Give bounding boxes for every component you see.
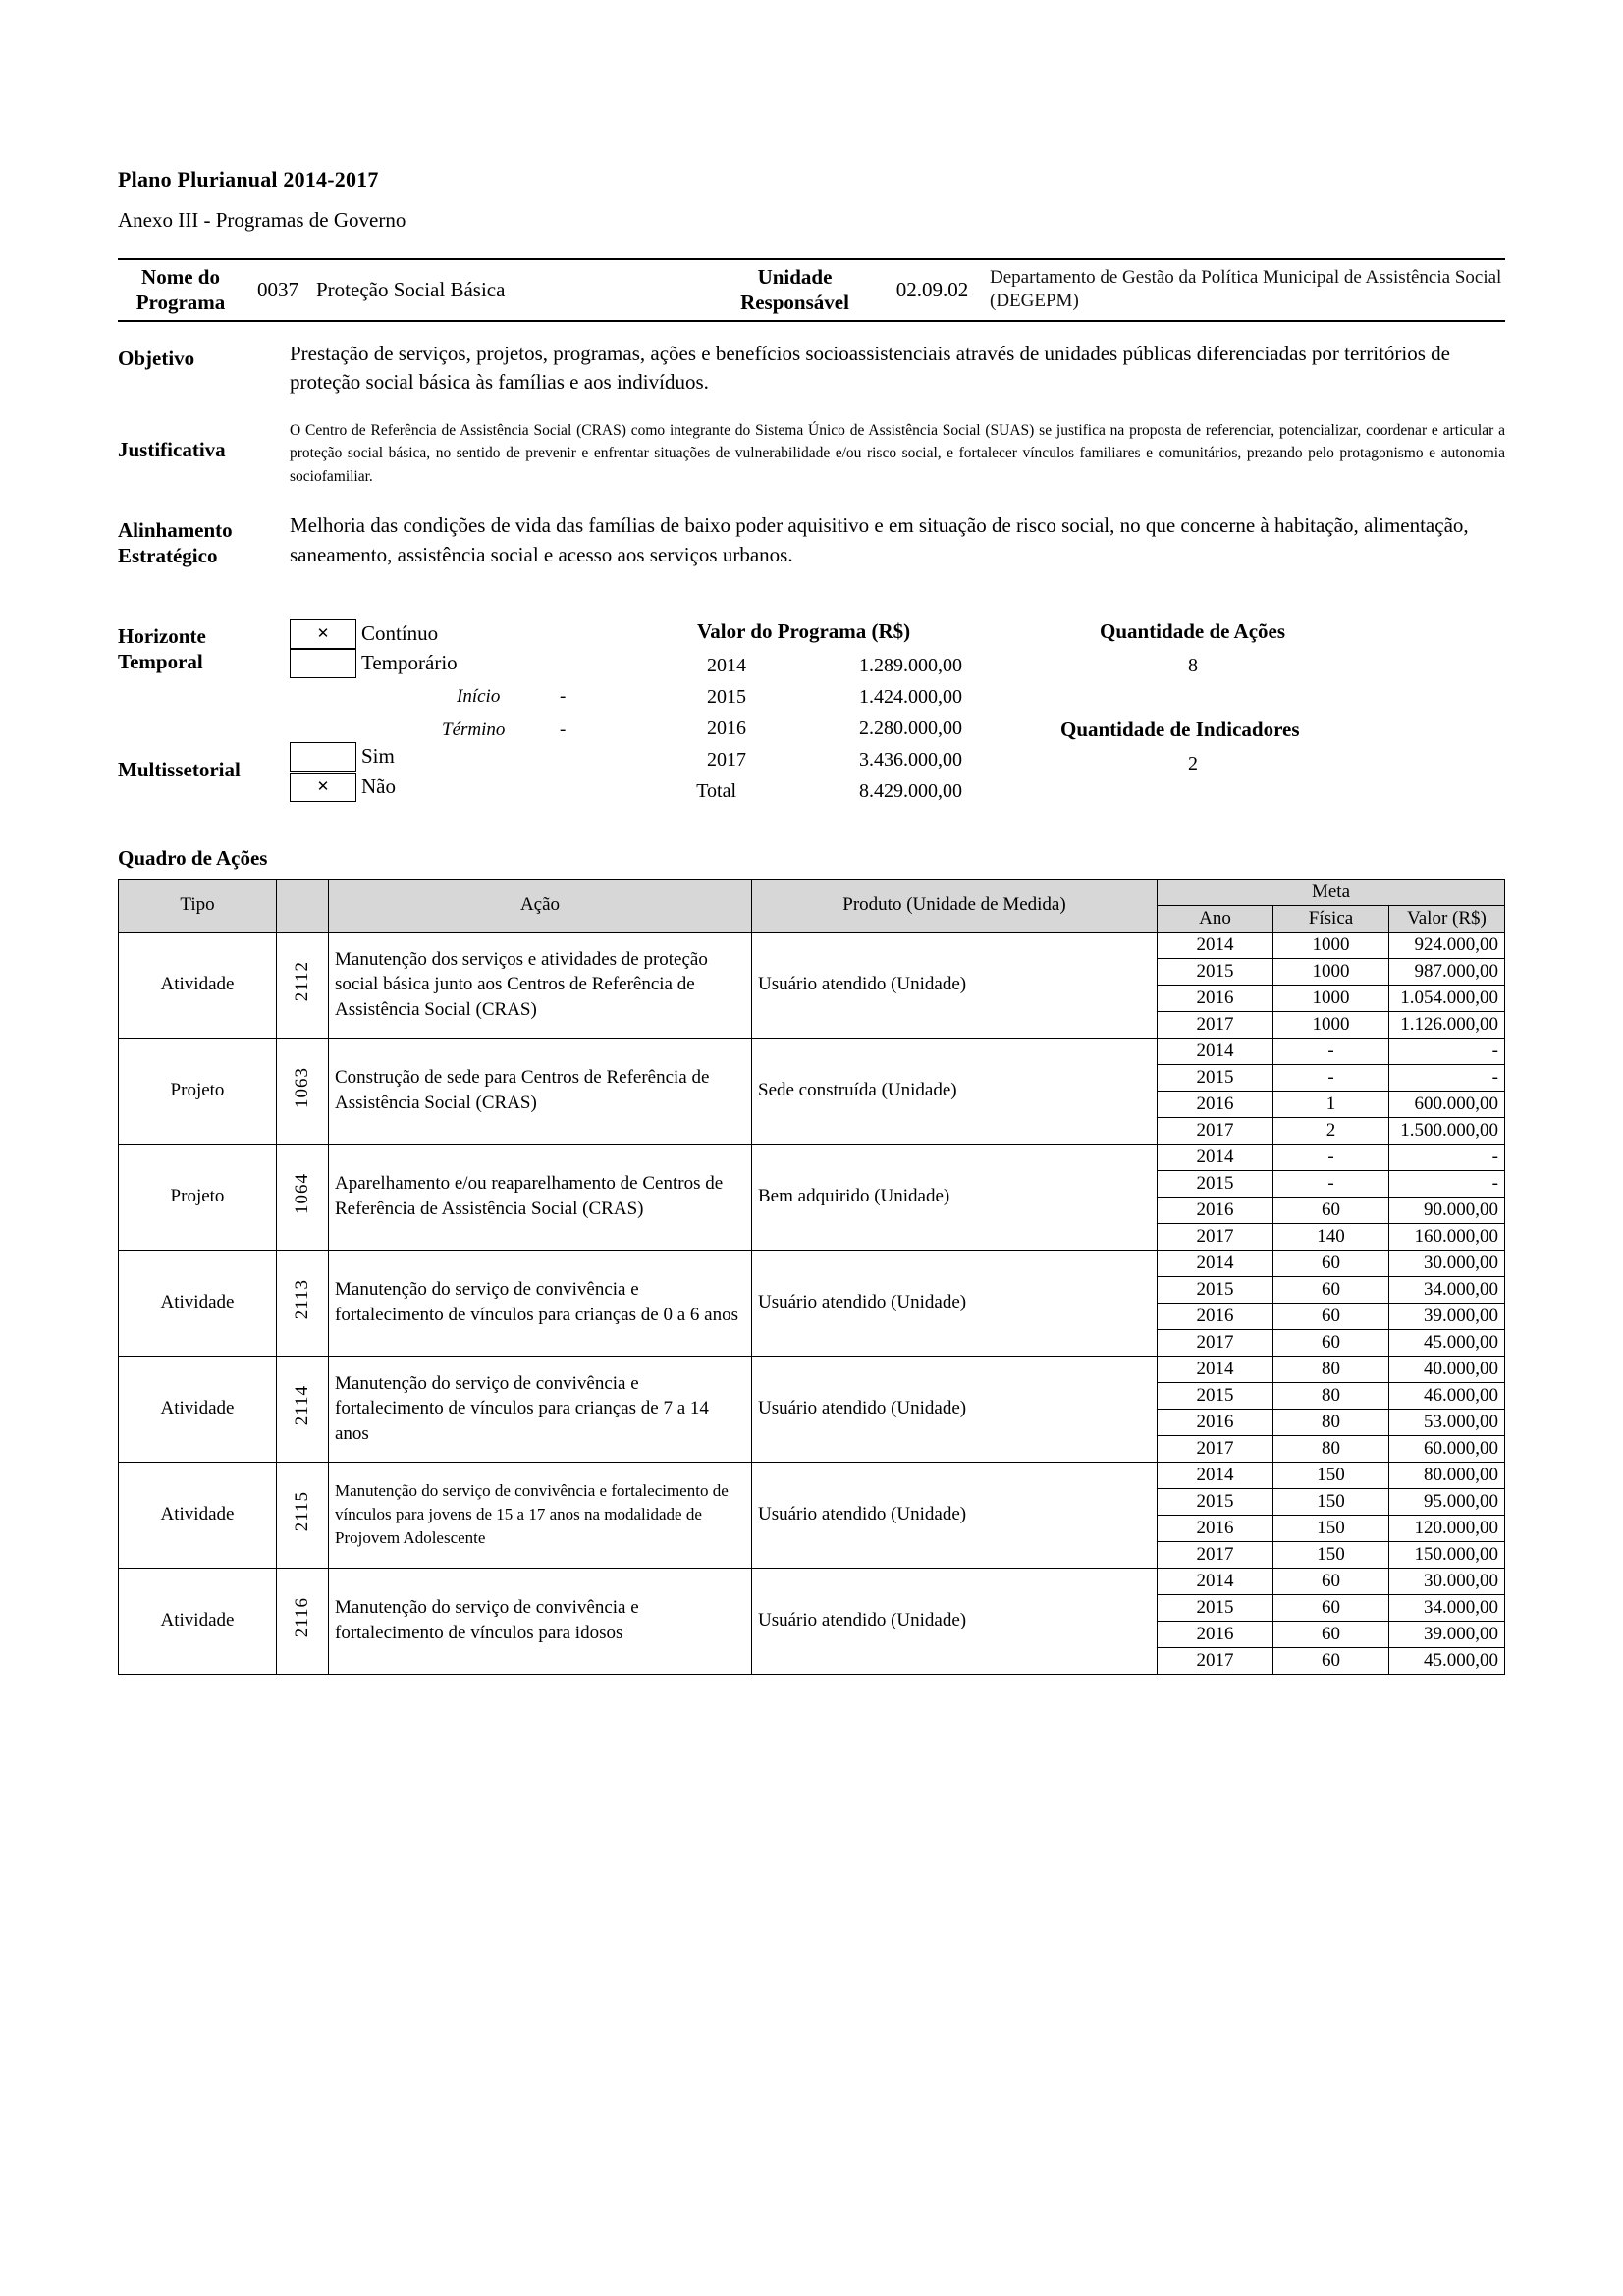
cell-produto: Usuário atendido (Unidade) bbox=[752, 1568, 1158, 1674]
cell-fisica: 1000 bbox=[1273, 932, 1389, 958]
quantidade-acoes-value: 8 bbox=[1188, 654, 1198, 676]
table-row bbox=[119, 1038, 1505, 1064]
justificativa-text: O Centro de Referência de Assistência Social (CRAS) como integrante do Sistema Único de Assistência Social (SUAS) se justifica na proposta de referenciar, potencializar, coordenar e articular a proteção social básica, no sentido de prevenir e enfrentar situações de vulnerabilidade e/ou risco social, e fortalecer vínculos familiares e comunitários, prezando pelo protagonismo e autonomia sociofamiliar. bbox=[290, 422, 1505, 485]
inicio-label: Início bbox=[457, 685, 501, 707]
termino-label: Término bbox=[442, 719, 506, 740]
cell-fisica: 60 bbox=[1273, 1329, 1389, 1356]
cell-tipo: Projeto bbox=[119, 1144, 277, 1250]
program-name: Proteção Social Básica bbox=[316, 259, 709, 321]
cell-codigo: 2113 bbox=[277, 1250, 329, 1356]
cell-ano: 2015 bbox=[1158, 1488, 1273, 1515]
cell-acao: Manutenção do serviço de convivência e fortalecimento de vínculos para crianças de 7 a 14 anos bbox=[329, 1356, 752, 1462]
cell-valor: 150.000,00 bbox=[1389, 1541, 1505, 1568]
objetivo-label: Objetivo bbox=[118, 346, 195, 370]
cell-fisica: - bbox=[1273, 1064, 1389, 1091]
cell-codigo: 2114 bbox=[277, 1356, 329, 1462]
temporario-label: Temporário bbox=[361, 650, 458, 674]
horizonte-valores-block bbox=[118, 600, 1505, 811]
cell-valor: - bbox=[1389, 1170, 1505, 1197]
cell-fisica: - bbox=[1273, 1144, 1389, 1170]
cell-valor: 600.000,00 bbox=[1389, 1091, 1505, 1117]
quadro-acoes-heading: Quadro de Ações bbox=[118, 845, 268, 870]
page-title: Plano Plurianual 2014-2017 bbox=[118, 167, 379, 191]
program-code: 0037 bbox=[243, 259, 316, 321]
valor-amount: 3.436.000,00 bbox=[859, 748, 962, 771]
cell-ano: 2017 bbox=[1158, 1647, 1273, 1674]
cell-fisica: 2 bbox=[1273, 1117, 1389, 1144]
cell-ano: 2016 bbox=[1158, 1409, 1273, 1435]
cell-valor: 30.000,00 bbox=[1389, 1250, 1505, 1276]
cell-valor: 34.000,00 bbox=[1389, 1276, 1505, 1303]
section-justificativa bbox=[118, 419, 1505, 488]
col-acao: Ação bbox=[329, 879, 752, 932]
table-row bbox=[119, 1356, 1505, 1382]
program-name-label: Nome do Programa bbox=[118, 259, 243, 321]
cell-valor: 45.000,00 bbox=[1389, 1329, 1505, 1356]
cell-tipo: Atividade bbox=[119, 1356, 277, 1462]
cell-fisica: 140 bbox=[1273, 1223, 1389, 1250]
cell-ano: 2015 bbox=[1158, 1382, 1273, 1409]
col-ano: Ano bbox=[1158, 905, 1273, 932]
table-row bbox=[119, 1462, 1505, 1488]
termino-value: - bbox=[560, 719, 567, 740]
cell-fisica: 150 bbox=[1273, 1462, 1389, 1488]
valor-amount: 1.424.000,00 bbox=[859, 685, 962, 708]
nao-label: Não bbox=[361, 774, 396, 798]
cell-tipo: Atividade bbox=[119, 1568, 277, 1674]
cell-valor: - bbox=[1389, 1038, 1505, 1064]
cell-ano: 2015 bbox=[1158, 1594, 1273, 1621]
cell-produto: Sede construída (Unidade) bbox=[752, 1038, 1158, 1144]
cell-valor: - bbox=[1389, 1144, 1505, 1170]
col-tipo: Tipo bbox=[119, 879, 277, 932]
table-row bbox=[119, 1144, 1505, 1170]
cell-codigo: 2112 bbox=[277, 932, 329, 1038]
cell-ano: 2014 bbox=[1158, 1568, 1273, 1594]
cell-fisica: 60 bbox=[1273, 1647, 1389, 1674]
cell-fisica: 1000 bbox=[1273, 958, 1389, 985]
cell-fisica: 1000 bbox=[1273, 985, 1389, 1011]
cell-fisica: 1000 bbox=[1273, 1011, 1389, 1038]
cell-fisica: 60 bbox=[1273, 1197, 1389, 1223]
cell-ano: 2015 bbox=[1158, 1276, 1273, 1303]
cell-fisica: 60 bbox=[1273, 1276, 1389, 1303]
section-alinhamento bbox=[118, 511, 1505, 570]
cell-fisica: 60 bbox=[1273, 1594, 1389, 1621]
program-header-table bbox=[118, 258, 1505, 322]
unit-name: Departamento de Gestão da Política Municipal de Assistência Social (DEGEPM) bbox=[984, 259, 1505, 321]
cell-valor: 40.000,00 bbox=[1389, 1356, 1505, 1382]
cell-valor: 1.054.000,00 bbox=[1389, 985, 1505, 1011]
col-codigo bbox=[277, 879, 329, 932]
objetivo-text: Prestação de serviços, projetos, programas, ações e benefícios socioassistenciais através de unidades públicas diferenciadas por territórios de proteção social básica às famílias e aos indivíduos. bbox=[290, 341, 1450, 395]
cell-valor: 30.000,00 bbox=[1389, 1568, 1505, 1594]
cell-ano: 2016 bbox=[1158, 1621, 1273, 1647]
table-row bbox=[119, 1250, 1505, 1276]
checkbox-nao[interactable]: ✕ bbox=[290, 773, 356, 802]
multissetorial-label: Multissetorial bbox=[118, 757, 241, 781]
cell-valor: 53.000,00 bbox=[1389, 1409, 1505, 1435]
quantidade-indicadores-title: Quantidade de Indicadores bbox=[1060, 717, 1300, 741]
cell-fisica: - bbox=[1273, 1038, 1389, 1064]
valor-ano: 2017 bbox=[707, 748, 746, 771]
alinhamento-text: Melhoria das condições de vida das famílias de baixo poder aquisitivo e em situação de risco social, no que concerne à habitação, alimentação, saneamento, assistência social e acesso aos serviços urbanos. bbox=[290, 512, 1469, 566]
cell-valor: - bbox=[1389, 1064, 1505, 1091]
cell-fisica: 80 bbox=[1273, 1435, 1389, 1462]
valor-ano-total: Total bbox=[696, 779, 736, 802]
cell-fisica: 60 bbox=[1273, 1303, 1389, 1329]
table-header-row-1 bbox=[119, 879, 1505, 905]
cell-ano: 2015 bbox=[1158, 1064, 1273, 1091]
cell-tipo: Atividade bbox=[119, 1462, 277, 1568]
cell-fisica: 80 bbox=[1273, 1382, 1389, 1409]
cell-valor: 39.000,00 bbox=[1389, 1621, 1505, 1647]
cell-acao: Construção de sede para Centros de Referência de Assistência Social (CRAS) bbox=[329, 1038, 752, 1144]
valor-amount: 2.280.000,00 bbox=[859, 717, 962, 739]
cell-valor: 987.000,00 bbox=[1389, 958, 1505, 985]
cell-valor: 80.000,00 bbox=[1389, 1462, 1505, 1488]
justificativa-label: Justificativa bbox=[118, 438, 226, 462]
cell-produto: Usuário atendido (Unidade) bbox=[752, 932, 1158, 1038]
cell-valor: 39.000,00 bbox=[1389, 1303, 1505, 1329]
cell-valor: 45.000,00 bbox=[1389, 1647, 1505, 1674]
table-row bbox=[119, 1568, 1505, 1594]
cell-ano: 2017 bbox=[1158, 1011, 1273, 1038]
cell-acao: Manutenção do serviço de convivência e fortalecimento de vínculos para idosos bbox=[329, 1568, 752, 1674]
valor-programa-title: Valor do Programa (R$) bbox=[697, 618, 911, 643]
sim-label: Sim bbox=[361, 743, 395, 768]
cell-codigo: 2116 bbox=[277, 1568, 329, 1674]
cell-ano: 2016 bbox=[1158, 985, 1273, 1011]
cell-valor: 1.126.000,00 bbox=[1389, 1011, 1505, 1038]
cell-tipo: Projeto bbox=[119, 1038, 277, 1144]
cell-ano: 2016 bbox=[1158, 1197, 1273, 1223]
valor-amount: 1.289.000,00 bbox=[859, 654, 962, 676]
cell-produto: Bem adquirido (Unidade) bbox=[752, 1144, 1158, 1250]
cell-valor: 60.000,00 bbox=[1389, 1435, 1505, 1462]
cell-acao: Manutenção do serviço de convivência e fortalecimento de vínculos para jovens de 15 a 17 anos na modalidade de Projovem Adolescente bbox=[329, 1462, 752, 1568]
valor-ano: 2015 bbox=[707, 685, 746, 708]
col-valor: Valor (R$) bbox=[1389, 905, 1505, 932]
cell-ano: 2016 bbox=[1158, 1515, 1273, 1541]
cell-codigo: 1063 bbox=[277, 1038, 329, 1144]
checkbox-temporario[interactable] bbox=[290, 649, 356, 678]
cell-codigo: 2115 bbox=[277, 1462, 329, 1568]
valor-ano: 2014 bbox=[707, 654, 746, 676]
cell-valor: 160.000,00 bbox=[1389, 1223, 1505, 1250]
cell-fisica: 60 bbox=[1273, 1621, 1389, 1647]
cell-ano: 2014 bbox=[1158, 932, 1273, 958]
cell-ano: 2016 bbox=[1158, 1303, 1273, 1329]
unit-code: 02.09.02 bbox=[881, 259, 984, 321]
table-row bbox=[119, 932, 1505, 958]
col-fisica: Física bbox=[1273, 905, 1389, 932]
col-meta: Meta bbox=[1158, 879, 1505, 905]
page-subtitle: Anexo III - Programas de Governo bbox=[118, 208, 406, 232]
cell-produto: Usuário atendido (Unidade) bbox=[752, 1462, 1158, 1568]
cell-valor: 90.000,00 bbox=[1389, 1197, 1505, 1223]
cell-fisica: 60 bbox=[1273, 1568, 1389, 1594]
cell-ano: 2017 bbox=[1158, 1329, 1273, 1356]
cell-ano: 2017 bbox=[1158, 1541, 1273, 1568]
cell-fisica: 150 bbox=[1273, 1488, 1389, 1515]
quantidade-indicadores-value: 2 bbox=[1188, 752, 1198, 774]
cell-produto: Usuário atendido (Unidade) bbox=[752, 1356, 1158, 1462]
cell-ano: 2014 bbox=[1158, 1250, 1273, 1276]
cell-ano: 2014 bbox=[1158, 1144, 1273, 1170]
cell-fisica: 80 bbox=[1273, 1356, 1389, 1382]
cell-acao: Aparelhamento e/ou reaparelhamento de Centros de Referência de Assistência Social (CRAS) bbox=[329, 1144, 752, 1250]
cell-fisica: - bbox=[1273, 1170, 1389, 1197]
unit-label: Unidade Responsável bbox=[709, 259, 881, 321]
cell-tipo: Atividade bbox=[119, 932, 277, 1038]
cell-valor: 46.000,00 bbox=[1389, 1382, 1505, 1409]
cell-valor: 120.000,00 bbox=[1389, 1515, 1505, 1541]
checkbox-continuo[interactable]: ✕ bbox=[290, 619, 356, 649]
continuo-label: Contínuo bbox=[361, 620, 439, 645]
cell-ano: 2015 bbox=[1158, 1170, 1273, 1197]
cell-ano: 2014 bbox=[1158, 1462, 1273, 1488]
valor-amount-total: 8.429.000,00 bbox=[859, 779, 962, 802]
cell-ano: 2015 bbox=[1158, 958, 1273, 985]
cell-valor: 34.000,00 bbox=[1389, 1594, 1505, 1621]
cell-tipo: Atividade bbox=[119, 1250, 277, 1356]
acoes-table bbox=[118, 879, 1505, 1675]
cell-fisica: 150 bbox=[1273, 1515, 1389, 1541]
cell-fisica: 150 bbox=[1273, 1541, 1389, 1568]
cell-ano: 2014 bbox=[1158, 1038, 1273, 1064]
cell-produto: Usuário atendido (Unidade) bbox=[752, 1250, 1158, 1356]
quantidade-acoes-title: Quantidade de Ações bbox=[1100, 618, 1286, 643]
cell-fisica: 80 bbox=[1273, 1409, 1389, 1435]
checkbox-sim[interactable] bbox=[290, 742, 356, 772]
cell-fisica: 60 bbox=[1273, 1250, 1389, 1276]
cell-ano: 2016 bbox=[1158, 1091, 1273, 1117]
cell-fisica: 1 bbox=[1273, 1091, 1389, 1117]
valor-ano: 2016 bbox=[707, 717, 746, 739]
cell-ano: 2014 bbox=[1158, 1356, 1273, 1382]
cell-valor: 95.000,00 bbox=[1389, 1488, 1505, 1515]
cell-valor: 1.500.000,00 bbox=[1389, 1117, 1505, 1144]
horizonte-label: Horizonte Temporal bbox=[118, 623, 206, 673]
cell-acao: Manutenção dos serviços e atividades de proteção social básica junto aos Centros de Referência de Assistência Social (CRAS) bbox=[329, 932, 752, 1038]
cell-valor: 924.000,00 bbox=[1389, 932, 1505, 958]
cell-codigo: 1064 bbox=[277, 1144, 329, 1250]
cell-acao: Manutenção do serviço de convivência e fortalecimento de vínculos para crianças de 0 a 6 anos bbox=[329, 1250, 752, 1356]
alinhamento-label: Alinhamento Estratégico bbox=[118, 517, 233, 568]
section-objetivo bbox=[118, 340, 1505, 399]
cell-ano: 2017 bbox=[1158, 1435, 1273, 1462]
inicio-value: - bbox=[560, 685, 567, 707]
col-produto: Produto (Unidade de Medida) bbox=[752, 879, 1158, 932]
cell-ano: 2017 bbox=[1158, 1223, 1273, 1250]
cell-ano: 2017 bbox=[1158, 1117, 1273, 1144]
